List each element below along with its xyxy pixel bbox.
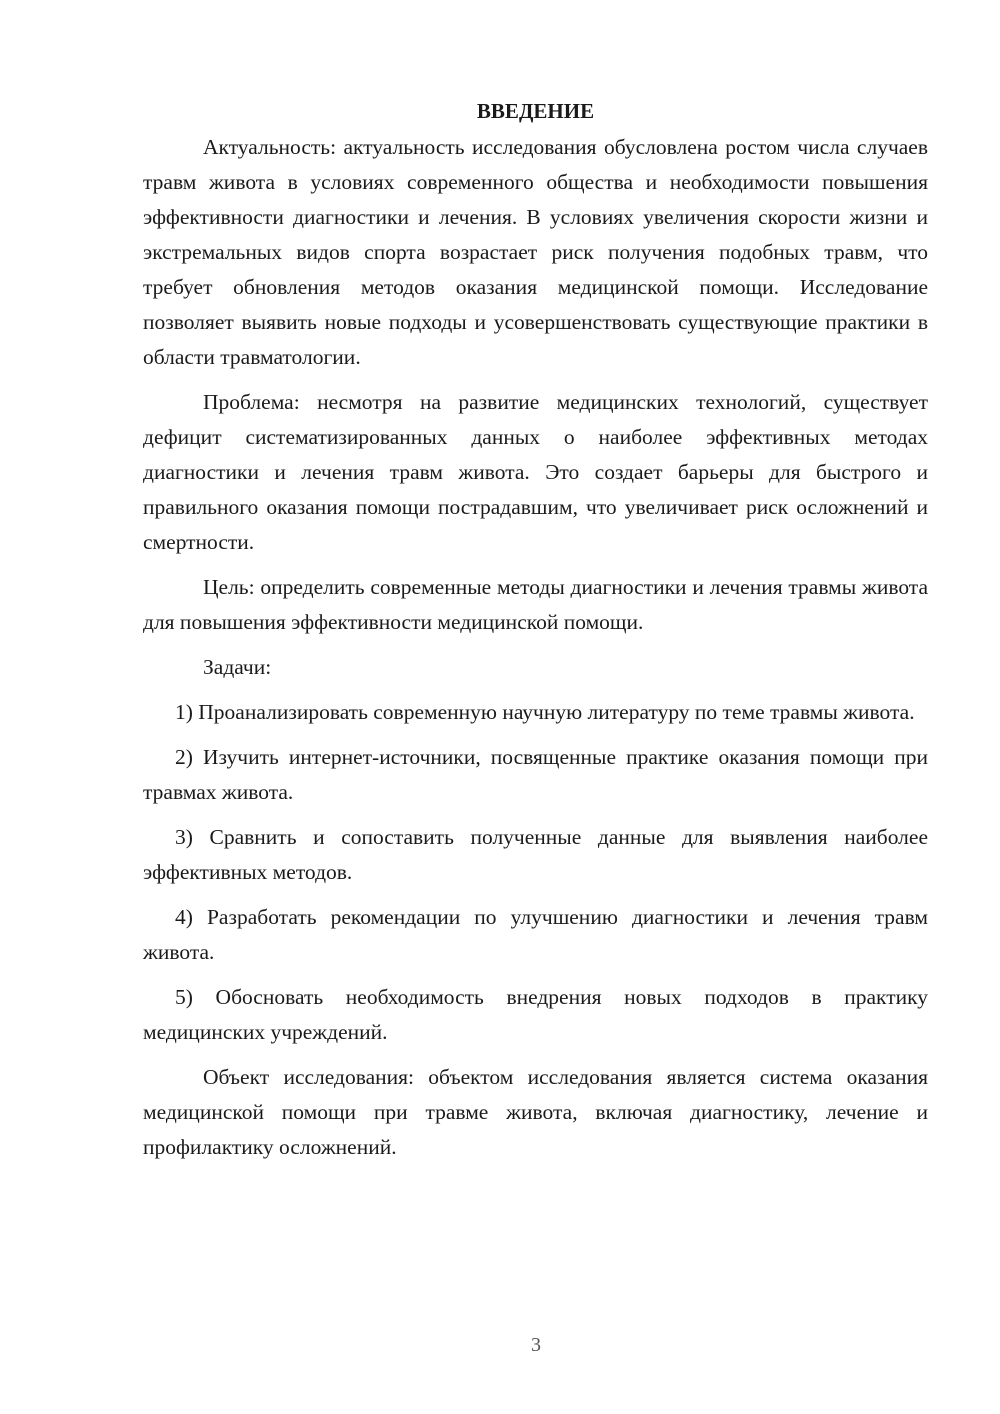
task-item-5: 5) Обосновать необходимость внедрения новых подходов в практику медицинских учреждений. [143,985,928,1044]
section-title: ВВЕДЕНИЕ [476,99,595,123]
problem-paragraph: Проблема: несмотря на развитие медицинских технологий, существует дефицит систематизированных данных о наиболее эффективных методах диагностики и лечения травм живота. Это создает барьеры для быстрого и правильного оказания помощи пострадавшим, что увеличивает риск осложнений и смертности. [143,390,928,554]
object-paragraph: Объект исследования: объектом исследования является система оказания медицинской помощи при травме живота, включая диагностику, лечение и профилактику осложнений. [143,1065,928,1159]
task-item-4: 4) Разработать рекомендации по улучшению диагностики и лечения травм живота. [143,905,928,964]
task-item-2: 2) Изучить интернет-источники, посвященные практике оказания помощи при травмах живота. [143,745,928,804]
goal-paragraph: Цель: определить современные методы диагностики и лечения травмы живота для повышения эффективности медицинской помощи. [143,575,928,634]
page-number: 3 [531,1334,541,1356]
relevance-paragraph: Актуальность: актуальность исследования обусловлена ростом числа случаев травм живота в условиях современного общества и необходимости повышения эффективности диагностики и лечения. В условиях увеличения скорости жизни и экстремальных видов спорта возрастает риск получения подобных травм, что требует обновления методов оказания медицинской помощи. Исследование позволяет выявить новые подходы и усовершенствовать существующие практики в области травматологии. [143,135,928,369]
document-page [143,96,928,1175]
task-item-3: 3) Сравнить и сопоставить полученные данные для выявления наиболее эффективных методов. [143,825,928,884]
task-item-1: 1) Проанализировать современную научную литературу по теме травмы живота. [175,700,915,724]
tasks-heading: Задачи: [203,655,272,679]
